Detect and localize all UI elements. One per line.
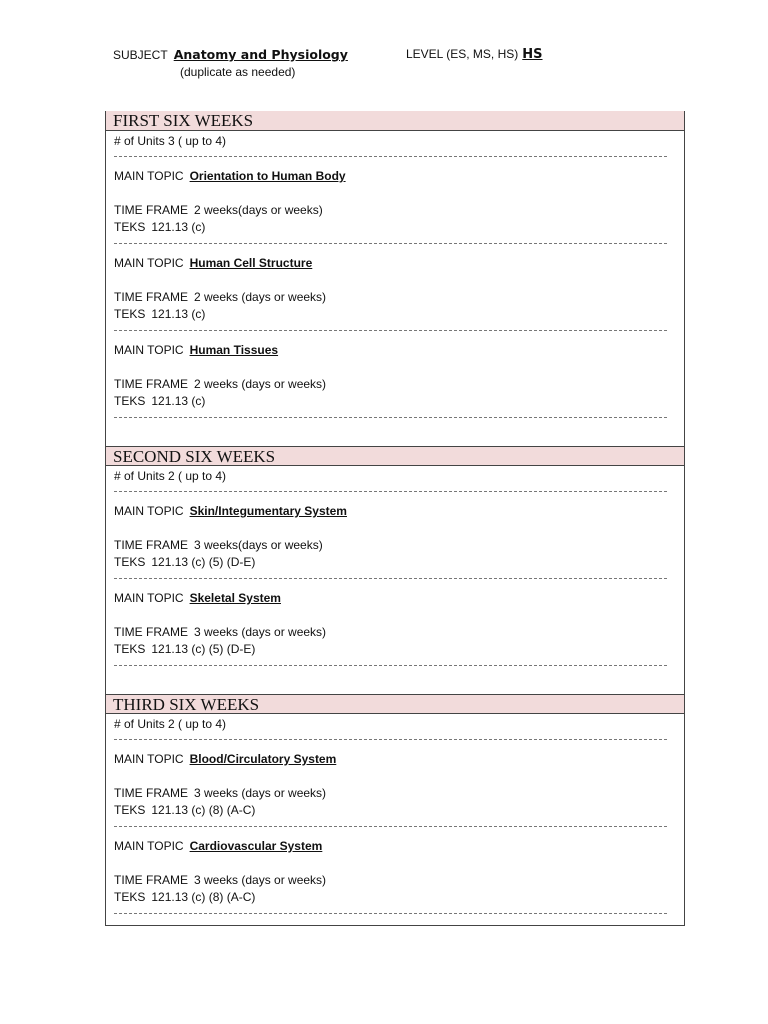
units-count: # of Units 2 ( up to 4)	[114, 717, 227, 731]
time-frame-label: TIME FRAME	[114, 873, 188, 887]
time-frame	[114, 203, 323, 217]
main-topic	[114, 169, 346, 183]
teks-label: TEKS	[114, 890, 146, 904]
main-topic	[114, 504, 347, 518]
dashed-divider	[114, 330, 667, 331]
teks	[114, 890, 255, 904]
dashed-divider	[114, 826, 667, 827]
teks	[114, 307, 205, 321]
dashed-divider	[114, 913, 667, 914]
document-header	[113, 47, 673, 87]
main-topic-label: MAIN TOPIC	[114, 256, 184, 270]
time-frame-label: TIME FRAME	[114, 786, 188, 800]
main-topic	[114, 343, 278, 357]
time-frame-value: 3 weeks (days or weeks)	[194, 786, 327, 800]
teks-value: 121.13 (c) (8) (A-C)	[151, 890, 256, 904]
teks	[114, 642, 255, 656]
main-topic-value: Orientation to Human Body	[189, 169, 346, 183]
units-count: # of Units 3 ( up to 4)	[114, 134, 227, 148]
time-frame-value: 2 weeks(days or weeks)	[194, 203, 323, 217]
main-topic-value: Human Cell Structure	[189, 256, 313, 270]
time-frame-label: TIME FRAME	[114, 538, 188, 552]
main-topic	[114, 752, 336, 766]
teks-label: TEKS	[114, 394, 146, 408]
time-frame-label: TIME FRAME	[114, 377, 188, 391]
level-label: LEVEL (ES, MS, HS)	[406, 47, 519, 61]
teks	[114, 394, 205, 408]
main-topic	[114, 839, 322, 853]
section-title: FIRST SIX WEEKS	[106, 111, 684, 131]
subject-value: Anatomy and Physiology	[173, 47, 348, 62]
time-frame	[114, 873, 326, 887]
teks-value: 121.13 (c)	[151, 307, 206, 321]
section-title: SECOND SIX WEEKS	[106, 446, 684, 466]
dashed-divider	[114, 417, 667, 418]
main-topic	[114, 256, 312, 270]
dashed-divider	[114, 156, 667, 157]
subject-line	[113, 47, 348, 62]
time-frame-value: 3 weeks(days or weeks)	[194, 538, 323, 552]
time-frame-label: TIME FRAME	[114, 625, 188, 639]
time-frame-value: 2 weeks (days or weeks)	[194, 377, 327, 391]
teks	[114, 220, 205, 234]
subject-label: SUBJECT	[113, 48, 168, 62]
main-topic-value: Cardiovascular System	[189, 839, 323, 853]
time-frame	[114, 625, 326, 639]
main-topic-value: Blood/Circulatory System	[189, 752, 337, 766]
planning-table	[105, 111, 685, 926]
teks-label: TEKS	[114, 803, 146, 817]
teks-label: TEKS	[114, 220, 146, 234]
teks-label: TEKS	[114, 307, 146, 321]
time-frame-label: TIME FRAME	[114, 203, 188, 217]
teks-label: TEKS	[114, 642, 146, 656]
time-frame-value: 2 weeks (days or weeks)	[194, 290, 327, 304]
main-topic-label: MAIN TOPIC	[114, 839, 184, 853]
main-topic	[114, 591, 281, 605]
main-topic-label: MAIN TOPIC	[114, 504, 184, 518]
time-frame	[114, 290, 326, 304]
units-count: # of Units 2 ( up to 4)	[114, 469, 227, 483]
teks	[114, 803, 255, 817]
main-topic-label: MAIN TOPIC	[114, 591, 184, 605]
time-frame	[114, 377, 326, 391]
main-topic-label: MAIN TOPIC	[114, 343, 184, 357]
time-frame	[114, 786, 326, 800]
dashed-divider	[114, 491, 667, 492]
level-value: HS	[522, 47, 543, 62]
teks-value: 121.13 (c)	[151, 220, 206, 234]
main-topic-value: Human Tissues	[189, 343, 279, 357]
teks	[114, 555, 255, 569]
level-line	[406, 47, 543, 62]
duplicate-note: (duplicate as needed)	[180, 65, 296, 79]
teks-value: 121.13 (c) (8) (A-C)	[151, 803, 256, 817]
teks-label: TEKS	[114, 555, 146, 569]
dashed-divider	[114, 243, 667, 244]
main-topic-value: Skeletal System	[189, 591, 281, 605]
time-frame-label: TIME FRAME	[114, 290, 188, 304]
teks-value: 121.13 (c) (5) (D-E)	[151, 642, 256, 656]
main-topic-label: MAIN TOPIC	[114, 752, 184, 766]
time-frame-value: 3 weeks (days or weeks)	[194, 873, 327, 887]
teks-value: 121.13 (c) (5) (D-E)	[151, 555, 256, 569]
section-title: THIRD SIX WEEKS	[106, 694, 684, 714]
time-frame	[114, 538, 323, 552]
main-topic-label: MAIN TOPIC	[114, 169, 184, 183]
main-topic-value: Skin/Integumentary System	[189, 504, 347, 518]
time-frame-value: 3 weeks (days or weeks)	[194, 625, 327, 639]
dashed-divider	[114, 665, 667, 666]
teks-value: 121.13 (c)	[151, 394, 206, 408]
dashed-divider	[114, 739, 667, 740]
dashed-divider	[114, 578, 667, 579]
